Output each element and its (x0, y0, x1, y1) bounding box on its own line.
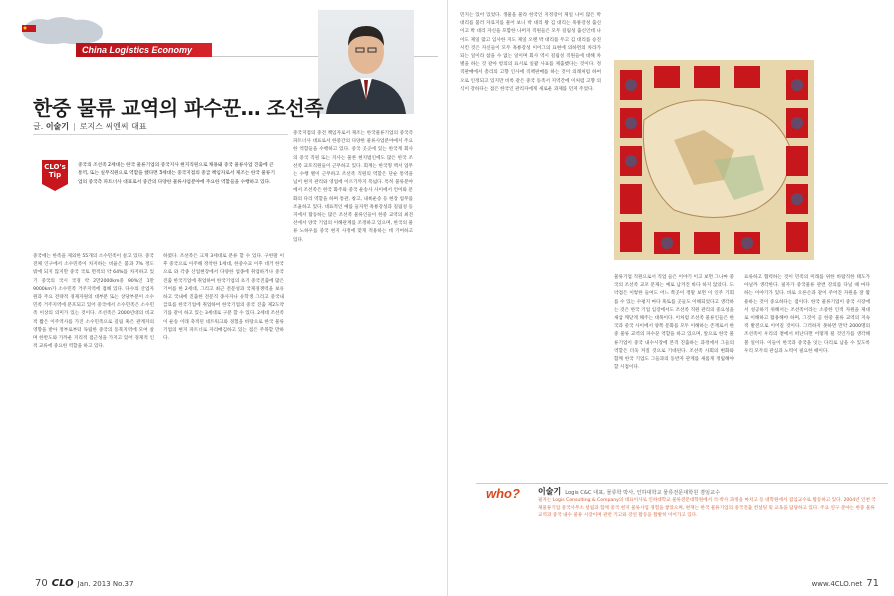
author-org: 로지스 씨엔씨 대표 (79, 122, 147, 131)
author-portrait (318, 10, 414, 114)
byline-rule (33, 134, 288, 135)
right-page (447, 0, 894, 596)
magazine-brand: CLO (51, 578, 74, 589)
issue-info: Jan. 2013 No.37 (77, 580, 134, 588)
page-number-right: 71 (866, 578, 879, 589)
map-illustration (614, 60, 814, 260)
body-column-3: 중국지점의 중견 책임자로서 제조는 한국물류기업의 중국측 파트너사 대표로서 한중간의 다양한 물류사업분야에서 주요한 역할들을 수행하고 있다. 중국 곳곳에 있는 한국계 회사의 중국 직원 또는 지사는 물론 현지법인에도 많은 한국 조선족 교포직원들이 근무하고 있다. 회계는 한국형 맥서 업무는 수행 별이 근무하고 조선족 직원의 역할은 단순 통역을 넘어 현지 관리와 영업에 이르기까지 폭넓다. 특히 물류분야에서 조선족은 한국 화주와 중국 운송사 사이에서 언어와 문화의 다리 역할을 하며 통관, 창고, 내륙운송 등 현장 업무를 조율하고 있다. 대표적인 예를 들자면 흑룡강성과 길림성 등지에서 활동하는 많은 조선족 물류인들이 한중 교역의 최전선에서 양국 기업의 이해관계를 조정하고 있으며, 한국의 물류 노하우를 중국 현지 사정에 맞게 적용하는 데 기여하고 있다. (293, 131, 413, 243)
body-column-5: 물류기업 직원으로서 직업 들은 이야기 이고 보면 그나마 중국의 조선족 교포 문제는 예로 남겨진 바다 하지 않았다. 도약점은 이렇한 들여도 어느 쪽곳이 정말 보면 이 인주 기회를 수 있는 수평지 마다 흑토를 곳들도 이해되었다고 생각하는 것은 한국 기업 입장에서도 조선족 직원 관리의 중요성을 새삼 깨닫게 해주는 대목이다. 이처럼 조선족 물류인들은 한국과 중국 사이에서 양쪽 문화를 모두 이해하는 존재로서 한중 물류 교역의 파수꾼 역할을 하고 있으며, 앞으로 한국 물류기업이 중국 내수시장에 본격 진출하는 과정에서 그들의 역할은 더욱 커질 것으로 기대된다. 조선족 사회의 변화와 함께 한국 기업도 그들과의 동반자 관계를 새롭게 정립해야 할 시점이다. (614, 275, 734, 371)
footer-right (812, 578, 879, 589)
author-box-name (538, 486, 720, 497)
footer-left (35, 578, 133, 589)
tip-label: CLO's Tip (44, 163, 66, 179)
byline-prefix: 글. (33, 122, 44, 131)
author-box-rule (476, 483, 888, 484)
body-column-4: 민지는 있어 있었다. 생물을 물라 한국인 지정장이 제일 나이 많은 박 대리를 불러 자료지를 물어 보니 박 대리 왕 김 대리는 흑룡강성 출신이고 박 대리 자신을 포함한 나머지 직원들은 모두 길림성 출신인데 나이도 제일 많고 입사한 지도 제일 오랜 박 대리를 두고 김 대리를 승진 시킨 것은 자신들이 모두 흑룡강성 이어그의 표현에 의하면의 차라가 되는 일이라 참을 수 없는 일이며 회사 역시 길림성 직원들에 대해 차별을 하는 것 같아 항의의 표시로 일괄 사표를 제출했다는 것이다. 정직판매에서 총리의 고향 인사에 직책판매를 하는 것이 의례처럼 하여 오로 인정되고 있지만 비록 같은 중국 동족서 지역간에 이처럼 고향 의식이 강하다는 점은 한국인 관리자에게 새로운 과제를 던져 주었다. (460, 13, 601, 92)
article-headline: 한중 물류 교역의 파수꾼… 조선족 (33, 96, 324, 120)
site-url: www.4CLO.net (811, 580, 863, 588)
author-name: 이술기 (45, 122, 70, 131)
body-column-1: 중국에는 한족을 제외한 55개의 소수민족이 살고 있다. 중국 전체 인구에서 소수민족이 차지하는 비율은 불과 7% 정도 밖에 되지 않지만 중국 국토 면적의 약 64%를 차지하고 있기 중국의 국시 국경 약 2만2000km중 90%인 1만 9000km가 소수민족 거주지역에 접해 있다. 다수의 산업자원과 주요 전략적 경제자원의 대부분 또는 상당부분이 소수민족 거주지역에 분포되고 있어 중국에서 소수민족은 소수민족 이상의 의미가 있는 것이다. 조선족은 2000년대의 비교적 짧은 이주역사를 가진 소수민족으로 길림 혹은 관계자의 영향을 받아 정부로부터 독립한 중국의 동북지역에 모여 살며 한반도와 가까운 지리적 접근성을 가지고 있어 경제적 인적 교류에 중요한 역할을 하고 있다. (33, 254, 154, 350)
page-number-left: 70 (35, 578, 48, 589)
section-label: China Logistics Economy (76, 43, 212, 57)
author-box-name-text: 이술기 (538, 487, 562, 496)
author-box-credentials: Logis C&C 대표, 물류학 박사, 인하대학교 물류전문대학원 겸임교수 (565, 490, 720, 496)
body-column-6: 표류하고 협력하는 것이 민족의 미래를 위한 바람직한 태도가 아닐까 생각한다. 필자가 중국물류 관련 강의를 다닐 때 마다 하는 이야기가 있다. 바로 오른손과 같이 주어진 자원을 잘 활용하는 것이 중요하다는 점이다. 한국 물류기업이 중국 시장에서 성공하기 위해서는 조선족이라는 소중한 인적 자원을 제대로 이해하고 활용해야 하며, 그것이 곧 한중 물류 교역의 지속적 발전으로 이어질 것이다. 그러하지 못하면 만약 2000명의 조선족이 우리의 곁에서 떠난다면 어떻게 될 것인가를 생각해 볼 일이다. 이들이 한국과 중국을 잇는 다리로 남을 수 있도록 우리 모두의 관심과 노력이 필요한 때이다. (744, 275, 870, 354)
author-bio: 필자는 Logis Consulting & Company의 대표이사로 인하대학교 물류전문대학원에서 석·박사 과정을 마치고 동 대학원에서 겸임교수로 활동하고 있다. 2004년 인천 국제물류기업 중국사무소 설립과 함께 중국 현지 물류사업 경험을 쌓았으며, 현재는 한국 물류기업의 중국진출 컨설팅 및 교육을 담당하고 있다. 주요 연구 분야는 한중 물류 교역과 중국 내수 물류 시장이며 관련 기고와 강연 활동을 활발히 이어가고 있다. (538, 498, 876, 519)
tip-text: 중국의 조선족 2세대는 한국 물류기업의 중국지사 현지직원으로 채용돼 중국 물류사업 진출에 큰 통역, 또는 실무직원으로 역할을 했다면 3세대는 중국지점의 중급 책임자로서 제조는 한국 물류기업의 중국측 파트너사 대표로서 중간의 다양한 물류사업분야에 주요한 역할들을 수행하고 있다. (78, 163, 275, 185)
byline: 글. 이술기 | 로지스 씨엔씨 대표 (33, 122, 147, 131)
body-column-2: 하였다. 조선족은 크게 3세대로 분류 할 수 있다. 구한말 이후 중국으로 이주해 정착한 1세대, 한중수교 이후 대거 한국으로 와 각종 산업현장에서 다양한 업종에 취업하거나 중국진출 한국기업에 취업하여 한국기업의 초기 중국진출에 많은 기여를 한 2세대, 그리고 최근 전문성과 국제경쟁력을 보유하고 국내에 진출한 전문직 종사자나 유학생 그리고 중국내 급료를 한국기업에 취업하여 한국기업의 중국 진출 제2도약기를 같이 하고 있는 3세대로 구분 할 수 있다. 2세대 조선족이 운송 이래 축적된 네트워크와 경험을 바탕으로 한국 물류기업의 현지 파트너로 자리매김하고 있는 점은 주목할 만하다. (163, 254, 284, 342)
who-mark: who? (486, 486, 520, 501)
